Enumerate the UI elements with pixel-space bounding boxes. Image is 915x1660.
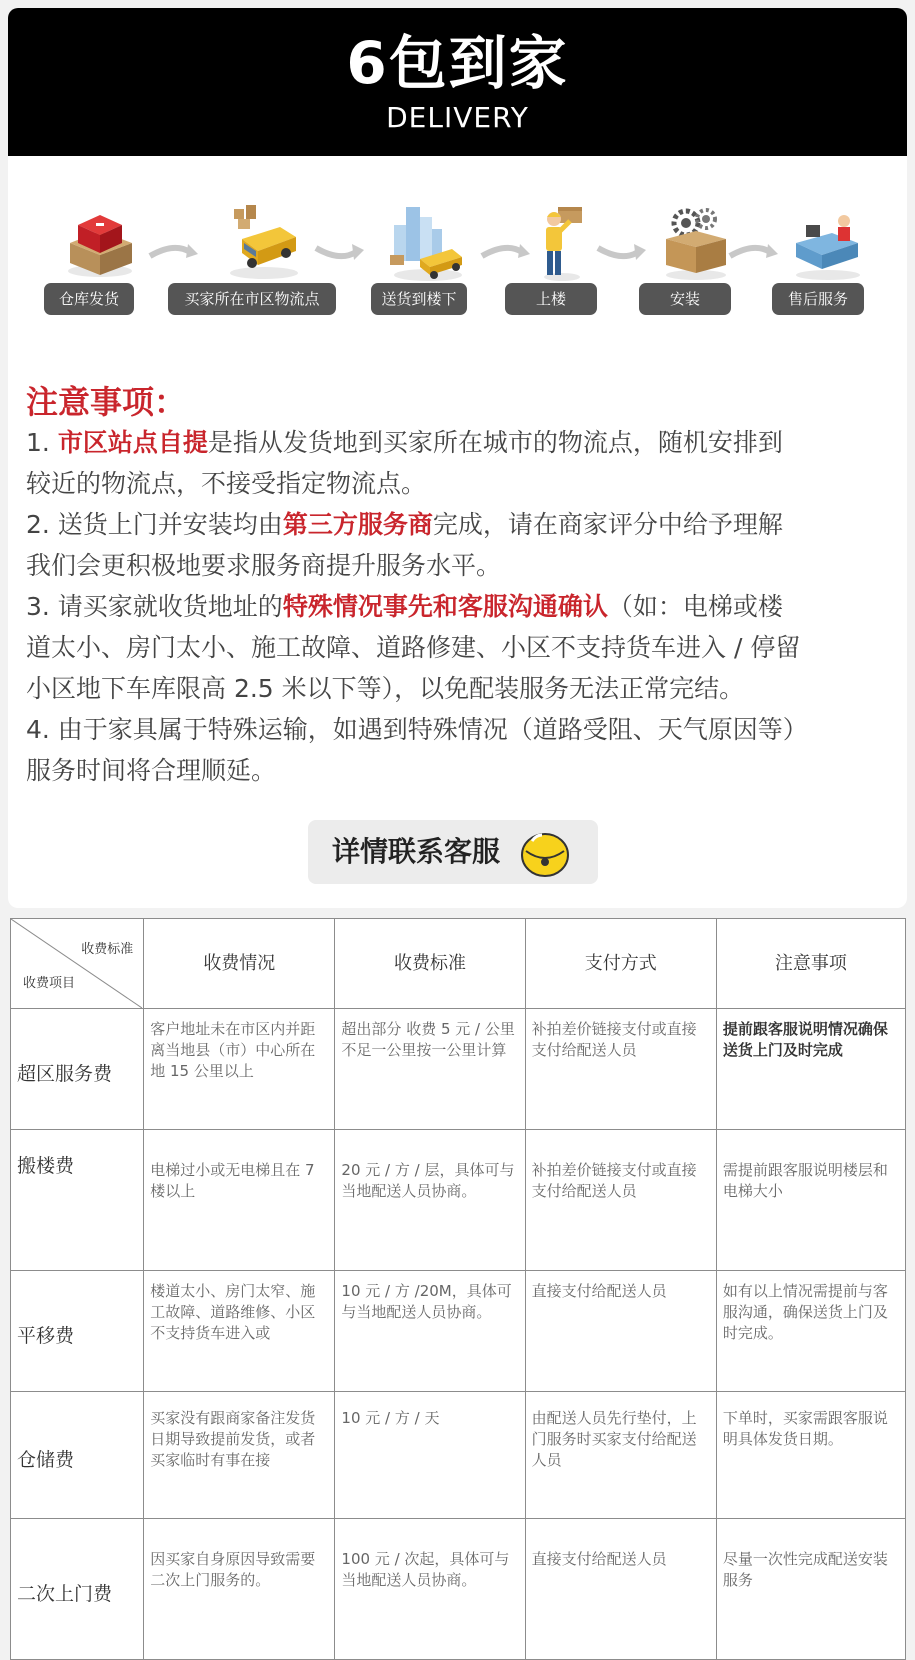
flow-arrow-icon <box>148 240 200 264</box>
delivery-truck-icon <box>222 203 302 283</box>
table-row <box>11 1130 906 1271</box>
fee-note: 下单时，买家需跟客服说明具体发货日期。 <box>716 1392 905 1519</box>
notice-item-2 <box>26 504 906 586</box>
table-row <box>11 1271 906 1392</box>
banner-subtitle: DELIVERY <box>386 101 529 134</box>
diag-header-standard: 收费标准 <box>81 942 134 957</box>
fee-payment: 由配送人员先行垫付，上门服务时买家支付给配送人员 <box>525 1392 716 1519</box>
notice-3-text: （如：电梯或楼 <box>607 592 783 621</box>
notice-2-highlight: 第三方服务商 <box>282 510 433 539</box>
col-header: 注意事项 <box>716 919 905 1009</box>
notice-2-text-cont: 我们会更积极地要求服务商提升服务水平。 <box>26 551 502 580</box>
fee-name: 二次上门费 <box>11 1519 144 1660</box>
notice-title: 注意事项： <box>26 383 187 421</box>
notice-3-text-cont: 道太小、房门太小、施工故障、道路修建、小区不支持货车进入 / 停留 <box>26 633 801 662</box>
fee-situation: 买家没有跟商家备注发货日期导致提前发货，或者买家临时有事在接 <box>144 1392 335 1519</box>
flow-arrow-icon <box>596 240 648 264</box>
col-header: 收费情况 <box>144 919 335 1009</box>
porter-carrying-box-icon <box>522 203 602 283</box>
fee-standard: 10 元 / 方 / 天 <box>335 1392 525 1519</box>
fee-standard: 100 元 / 次起，具体可与当地配送人员协商。 <box>335 1519 525 1660</box>
step-after-sales: 售后服务 <box>772 283 864 315</box>
fee-payment: 直接支付给配送人员 <box>525 1519 716 1660</box>
fee-payment: 直接支付给配送人员 <box>525 1271 716 1392</box>
notice-3-prefix: 3. 请买家就收货地址的 <box>26 592 283 621</box>
flow-arrow-icon <box>728 240 780 264</box>
table-row <box>11 1009 906 1130</box>
fee-table <box>10 918 906 1660</box>
notice-3-text-cont2: 小区地下车库限高 2.5 米以下等），以免配装服务无法正常完结。 <box>26 674 745 703</box>
fee-standard: 20 元 / 方 / 层，具体可与当地配送人员协商。 <box>335 1130 525 1271</box>
diagonal-header-cell <box>11 919 144 1009</box>
fee-name: 超区服务费 <box>11 1009 144 1130</box>
step-deliver-downstairs: 送货到楼下 <box>371 283 467 315</box>
flow-arrow-icon <box>314 240 366 264</box>
banner-title: 6包到家 <box>346 29 569 97</box>
step-upstairs: 上楼 <box>505 283 597 315</box>
fee-note: 尽量一次性完成配送安装服务 <box>716 1519 905 1660</box>
notice-item-1 <box>26 422 906 504</box>
bell-icon <box>518 827 572 879</box>
fee-situation: 客户地址未在市区内并距离当地县（市）中心所在地 15 公里以上 <box>144 1009 335 1130</box>
delivery-banner <box>8 8 907 156</box>
fee-situation: 因买家自身原因导致需要二次上门服务的。 <box>144 1519 335 1660</box>
fee-standard: 10 元 / 方 /20M，具体可与当地配送人员协商。 <box>335 1271 525 1392</box>
fee-situation: 楼道太小、房门太窄、施工故障、道路维修、小区不支持货车进入或 <box>144 1271 335 1392</box>
fee-note: 如有以上情况需提前与客服沟通，确保送货上门及时完成。 <box>716 1271 905 1392</box>
step-warehouse-ship: 仓库发货 <box>44 283 134 315</box>
delivery-card <box>8 8 907 908</box>
warehouse-box-icon <box>60 203 140 283</box>
fee-name: 仓储费 <box>11 1392 144 1519</box>
fee-name: 平移费 <box>11 1271 144 1392</box>
col-header: 收费标准 <box>335 919 525 1009</box>
notice-1-highlight: 市区站点自提 <box>57 428 208 457</box>
contact-service-button[interactable] <box>308 820 598 884</box>
notice-4-text: 4. 由于家具属于特殊运输，如遇到特殊情况（道路受阻、天气原因等） <box>26 715 808 744</box>
notice-3-highlight: 特殊情况事先和客服沟通确认 <box>282 592 608 621</box>
diagonal-line <box>11 919 142 1008</box>
fee-situation: 电梯过小或无电梯且在 7 楼以上 <box>144 1130 335 1271</box>
fee-payment: 补拍差价链接支付或直接支付给配送人员 <box>525 1130 716 1271</box>
step-install: 安装 <box>639 283 731 315</box>
col-header: 支付方式 <box>525 919 716 1009</box>
customer-service-desk-icon <box>788 203 868 283</box>
notice-2-prefix: 2. 送货上门并安装均由 <box>26 510 283 539</box>
notice-1-text: 是指从发货地到买家所在城市的物流点，随机安排到 <box>207 428 783 457</box>
notice-1-prefix: 1. <box>26 428 58 457</box>
diag-header-item: 收费项目 <box>23 976 76 991</box>
city-building-truck-icon <box>386 203 466 283</box>
notice-2-text: 完成，请在商家评分中给予理解 <box>432 510 783 539</box>
gears-box-icon <box>656 203 736 283</box>
fee-name: 搬楼费 <box>11 1130 144 1271</box>
fee-table-header <box>11 919 906 1009</box>
fee-payment: 补拍差价链接支付或直接支付给配送人员 <box>525 1009 716 1130</box>
fee-note: 提前跟客服说明情况确保送货上门及时完成 <box>716 1009 905 1130</box>
step-city-logistics-point: 买家所在市区物流点 <box>168 283 336 315</box>
notice-item-4 <box>26 709 906 791</box>
contact-service-label: 详情联系客服 <box>332 835 501 868</box>
fee-standard: 超出部分 收费 5 元 / 公里 不足一公里按一公里计算 <box>335 1009 525 1130</box>
table-row <box>11 1392 906 1519</box>
fee-note: 需提前跟客服说明楼层和电梯大小 <box>716 1130 905 1271</box>
notice-4-text-cont: 服务时间将合理顺延。 <box>26 756 277 785</box>
notice-item-3 <box>26 586 906 709</box>
notice-1-text-cont: 较近的物流点，不接受指定物流点。 <box>26 469 427 498</box>
table-row <box>11 1519 906 1660</box>
